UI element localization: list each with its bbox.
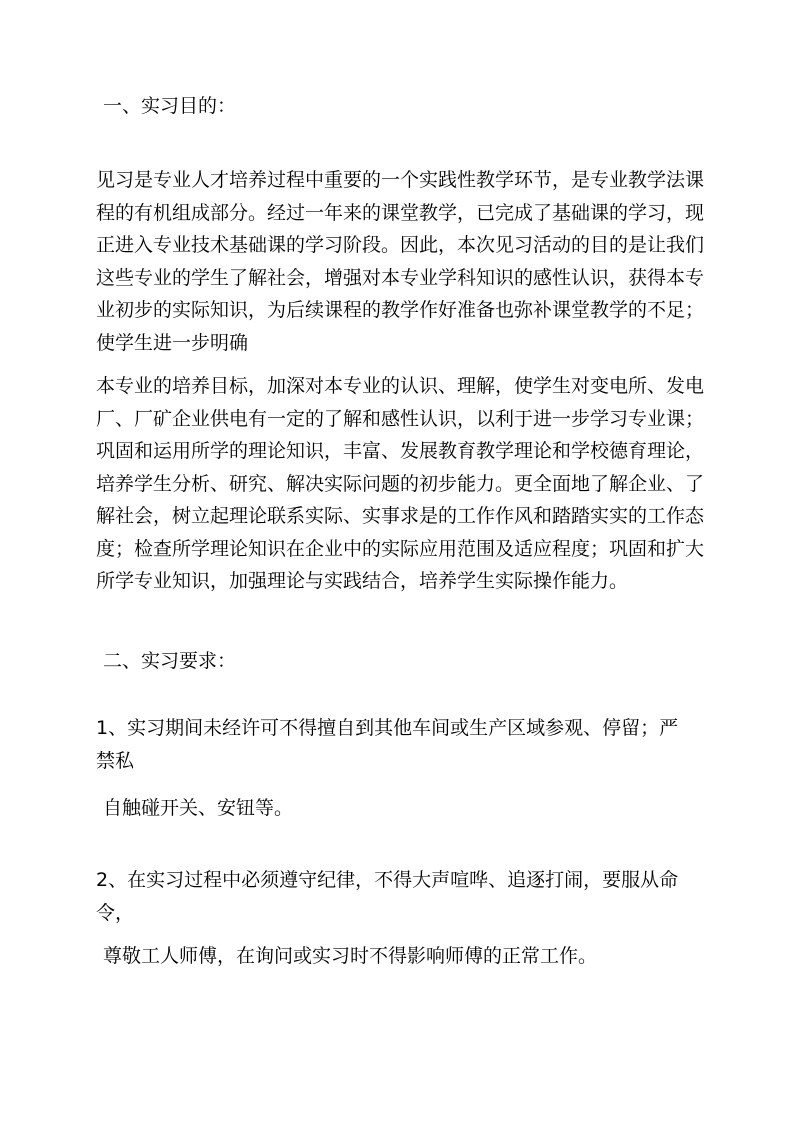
requirement-2-text: 、在实习过程中必须遵守纪律，不得大声喧哗、追逐打闹，要服从命令， [96, 869, 679, 924]
requirement-1-text: 、实习期间未经许可不得擅自到其他车间或生产区域参观、停留；严禁私 [96, 717, 679, 772]
requirement-2 [96, 864, 696, 929]
requirement-1-continuation: 自触碰开关、安钮等。 [103, 797, 294, 819]
section-1-paragraph-2: 本专业的培养目标，加深对本专业的认识、理解，使学生对变电所、发电厂、厂矿企业供电有一定的了解和感性认识，以利于进一步学习专业课；巩固和运用所学的理论知识，丰富、发展教育教学理论和学校德育理论，培养学生分析、研究、解决实际问题的初步能力。更全面地了解企业、了解社会，树立起理论联系实际、实事求是的工作作风和踏踏实实的工作态度；检查所学理论知识在企业中的实际应用范围及适应程度；巩固和扩大所学专业知识，加强理论与实践结合，培养学生实际操作能力。 [96, 375, 705, 592]
section-1-heading: 一、实习目的： [103, 95, 237, 117]
requirement-2-number: 2 [96, 869, 109, 891]
requirement-1-number: 1 [96, 717, 109, 739]
section-1-paragraph-1: 见习是专业人才培养过程中重要的一个实践性教学环节，是专业教学法课程的有机组成部分。经过一年来的课堂教学，已完成了基础课的学习，现正进入专业技术基础课的学习阶段。因此，本次见习活动的目的是让我们这些专业的学生了解社会，增强对本专业学科知识的感性认识，获得本专业初步的实际知识，为后续课程的教学作好准备也弥补课堂教学的不足；使学生进一步明确 [96, 169, 705, 354]
requirement-2-continuation: 尊敬工人师傅，在询问或实习时不得影响师傅的正常工作。 [103, 945, 598, 967]
requirement-1 [96, 712, 696, 777]
section-2-heading: 二、实习要求： [103, 650, 237, 672]
